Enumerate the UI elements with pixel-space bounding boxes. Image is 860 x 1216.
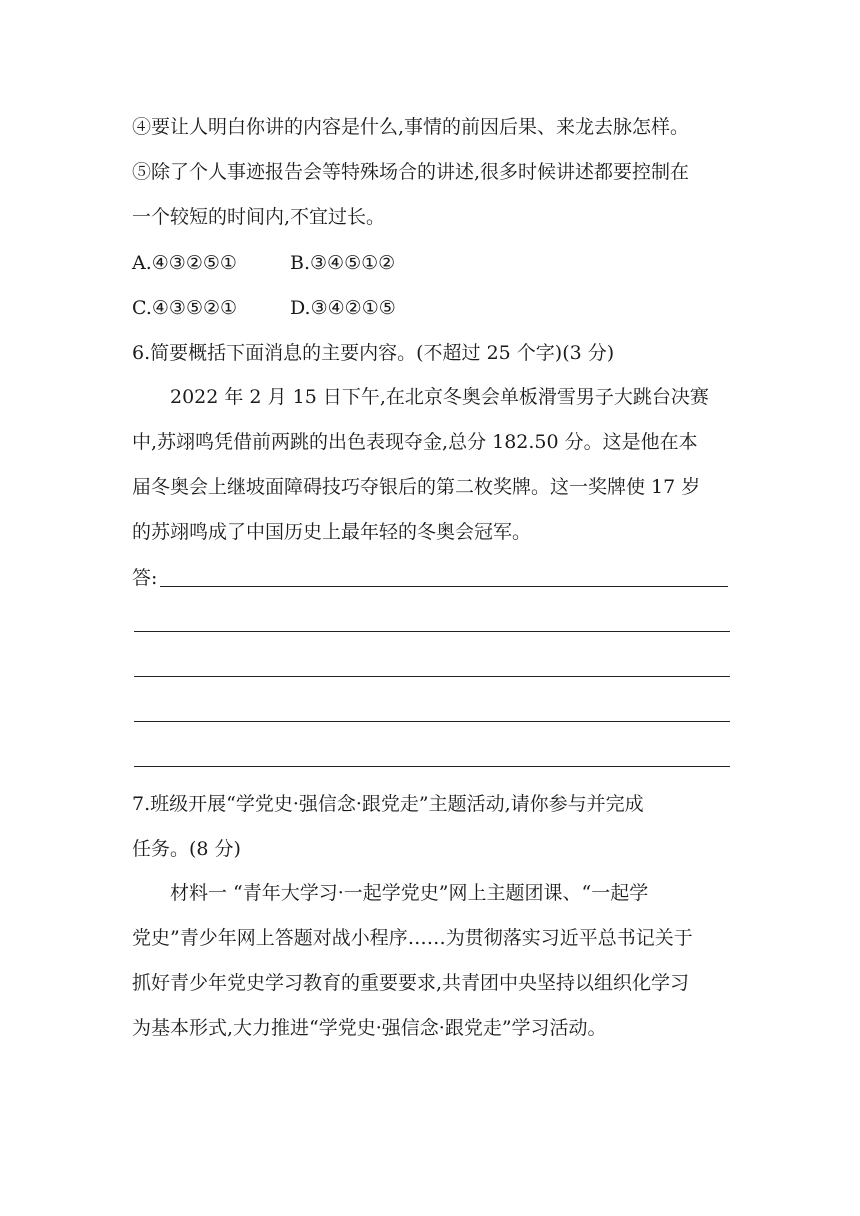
statement-5-line-2: 一个较短的时间内,不宜过长。 bbox=[132, 206, 386, 228]
answer-line-2[interactable] bbox=[134, 631, 730, 632]
question-7-prompt-line-1: 7.班级开展“学党史·强信念·跟党走”主题活动,请你参与并完成 bbox=[132, 793, 644, 815]
answer-line-1[interactable] bbox=[160, 586, 728, 587]
material-1-line-4: 为基本形式,大力推进“学党史·强信念·跟党走”学习活动。 bbox=[132, 1017, 607, 1039]
material-1-line-3: 抓好青少年党史学习教育的重要要求,共青团中央坚持以组织化学习 bbox=[132, 972, 690, 994]
material-1-line-2: 党史”青少年网上答题对战小程序……为贯彻落实习近平总书记关于 bbox=[132, 927, 693, 949]
option-b: B.③④⑤①② bbox=[290, 252, 396, 274]
answer-line-3[interactable] bbox=[134, 676, 730, 677]
option-a: A.④③②⑤① bbox=[132, 252, 237, 274]
material-1-line-1: 材料一 “青年大学习·一起学党史”网上主题团课、“一起学 bbox=[170, 882, 649, 904]
question-6-prompt: 6.简要概括下面消息的主要内容。(不超过 25 个字)(3 分) bbox=[132, 342, 615, 364]
news-paragraph-line-3: 届冬奥会上继坡面障碍技巧夺银后的第二枚奖牌。这一奖牌使 17 岁 bbox=[132, 476, 701, 498]
option-d: D.③④②①⑤ bbox=[290, 297, 396, 319]
news-paragraph-line-4: 的苏翊鸣成了中国历史上最年轻的冬奥会冠军。 bbox=[132, 521, 532, 543]
statement-4: ④要让人明白你讲的内容是什么,事情的前因后果、来龙去脉怎样。 bbox=[132, 116, 690, 138]
answer-line-4[interactable] bbox=[134, 721, 730, 722]
answer-line-5[interactable] bbox=[134, 766, 730, 767]
answer-label: 答: bbox=[132, 567, 158, 589]
statement-5-line-1: ⑤除了个人事迹报告会等特殊场合的讲述,很多时候讲述都要控制在 bbox=[132, 161, 690, 183]
option-c: C.④③⑤②① bbox=[132, 297, 238, 319]
news-paragraph-line-2: 中,苏翊鸣凭借前两跳的出色表现夺金,总分 182.50 分。这是他在本 bbox=[132, 431, 698, 453]
question-7-prompt-line-2: 任务。(8 分) bbox=[132, 838, 241, 860]
news-paragraph-line-1: 2022 年 2 月 15 日下午,在北京冬奥会单板滑雪男子大跳台决赛 bbox=[170, 386, 709, 408]
